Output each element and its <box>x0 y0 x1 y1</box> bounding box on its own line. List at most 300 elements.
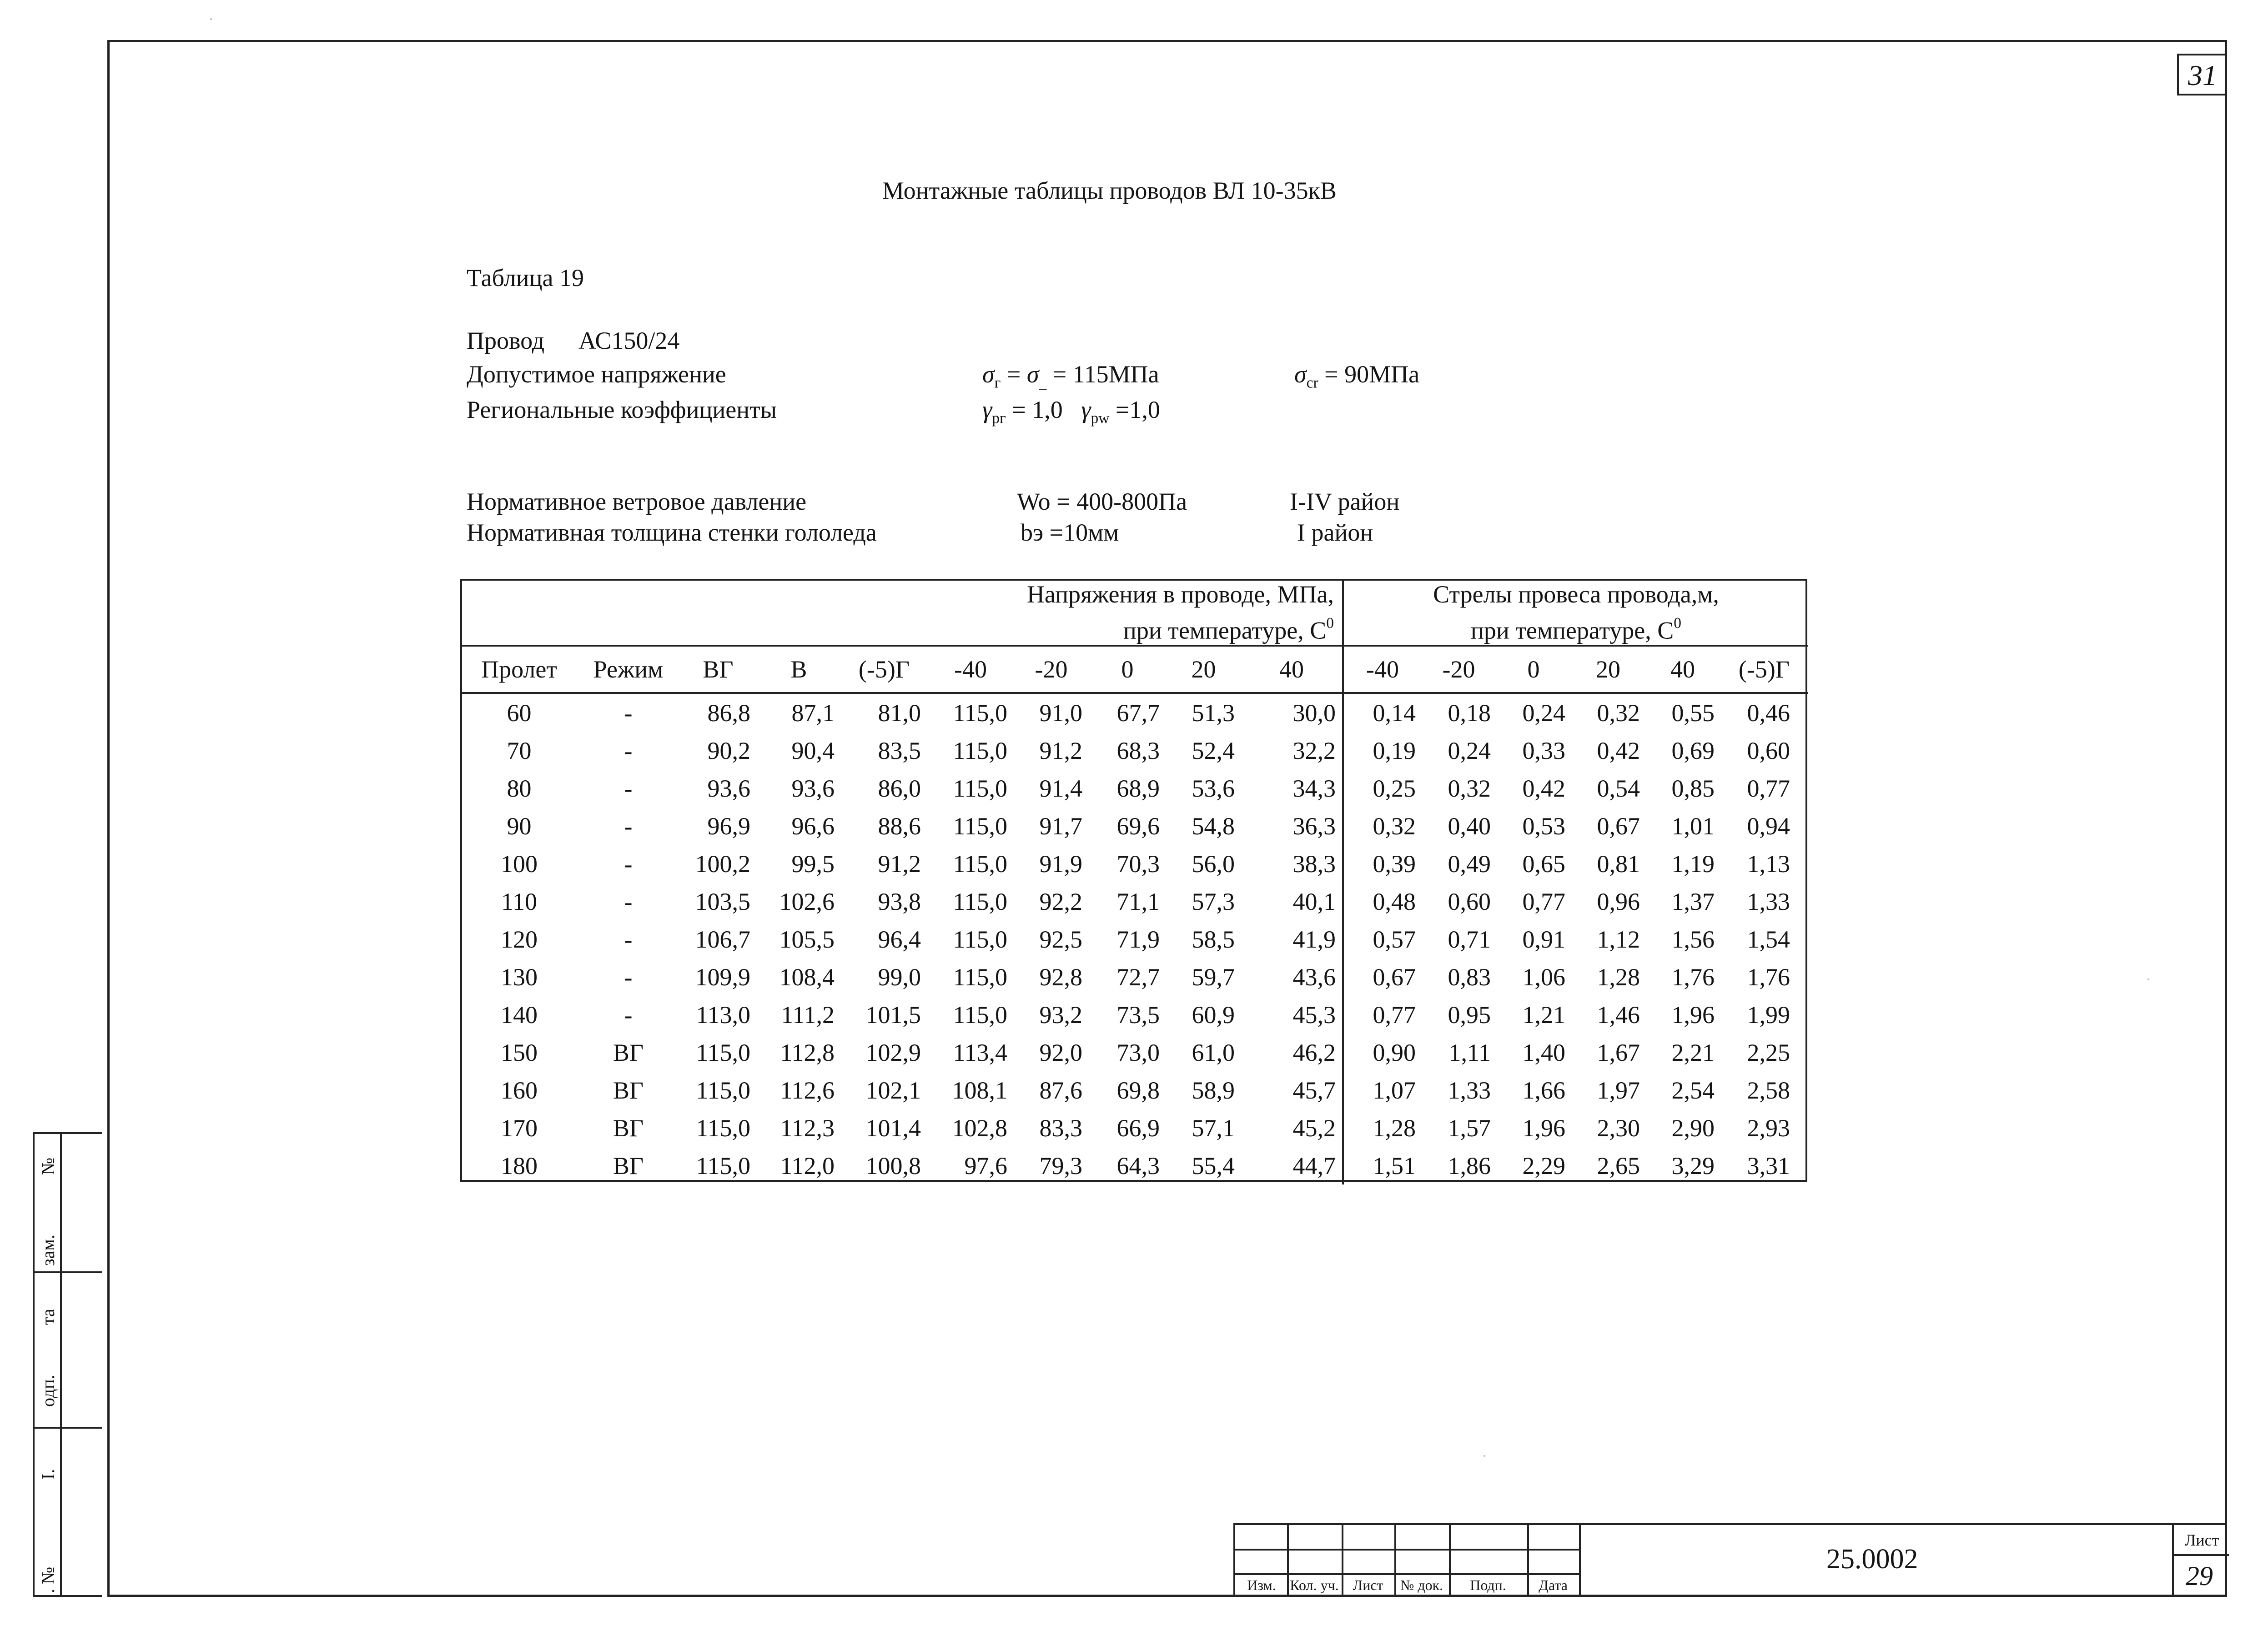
column-header: Режим <box>577 646 679 693</box>
value-cell: 38,3 <box>1241 845 1343 883</box>
value-cell: 59,7 <box>1192 963 1235 991</box>
value-cell: 91,9 <box>1039 850 1082 878</box>
value-cell: 0,48 <box>1373 888 1416 915</box>
value-cell: 105,5 <box>779 925 835 953</box>
value-cell: 112,3 <box>780 1114 835 1142</box>
table-row <box>461 1147 1808 1184</box>
value-cell: 1,01 <box>1671 812 1715 840</box>
value-cell: 0,40 <box>1448 812 1491 840</box>
table-body <box>461 693 1808 1184</box>
value-cell: 112,0 <box>780 1152 835 1179</box>
value-cell: 83,3 <box>1039 1114 1082 1142</box>
column-header: -40 <box>1343 646 1421 693</box>
column-header: -40 <box>927 646 1014 693</box>
value-cell: 115,0 <box>696 1114 750 1142</box>
value-cell: 1,46 <box>1597 1001 1640 1029</box>
value-cell: 0,69 <box>1671 737 1715 764</box>
value-cell: 1,86 <box>1448 1152 1491 1179</box>
value-cell: 93,2 <box>1039 1001 1082 1029</box>
column-header: 0 <box>1496 646 1571 693</box>
value-cell: 112,8 <box>780 1039 835 1066</box>
value-cell: 2,21 <box>1671 1039 1715 1066</box>
value-cell: 1,76 <box>1671 963 1715 991</box>
value-cell: 61,0 <box>1192 1039 1235 1066</box>
value-cell: 0,60 <box>1747 737 1790 764</box>
value-cell: 92,5 <box>1039 925 1082 953</box>
value-cell: 34,3 <box>1241 769 1343 807</box>
table-label: Таблица 19 <box>467 264 584 291</box>
value-cell: 0,18 <box>1448 699 1491 727</box>
degree-sup: 0 <box>1326 615 1334 632</box>
value-cell: 102,9 <box>865 1039 921 1066</box>
sigma-minus-sub: _ <box>1039 374 1047 391</box>
value-cell: 106,7 <box>695 925 750 953</box>
value-cell: 99,0 <box>878 963 921 991</box>
sheet-label: Лист <box>2185 1531 2219 1549</box>
value-cell: 111,2 <box>781 1001 835 1029</box>
span-cell: 110 <box>501 888 537 915</box>
mode-cell: - <box>624 737 633 764</box>
column-header-row <box>461 646 1808 693</box>
degree-sup-2: 0 <box>1674 615 1682 632</box>
tb-col-podp: Подп. <box>1470 1577 1506 1593</box>
scan-speck <box>1484 1455 1485 1457</box>
value-cell: 57,1 <box>1192 1114 1235 1142</box>
value-cell: 96,9 <box>707 812 750 840</box>
value-cell: 0,83 <box>1448 963 1491 991</box>
tb-col-izm: Изм. <box>1247 1577 1276 1593</box>
value-cell: 101,5 <box>865 1001 921 1029</box>
mode-cell: - <box>624 812 633 840</box>
value-cell: 103,5 <box>695 888 750 915</box>
value-cell: 115,0 <box>953 925 1007 953</box>
value-cell: 115,0 <box>953 737 1007 764</box>
value-cell: 40,1 <box>1241 883 1343 920</box>
value-cell: 56,0 <box>1192 850 1235 878</box>
table-row <box>461 1034 1808 1071</box>
span-cell: 70 <box>507 737 532 764</box>
stress-header-line1: Напряжения в проводе, МПа, <box>1026 581 1334 608</box>
value-cell: 2,29 <box>1522 1152 1565 1179</box>
value-cell: 79,3 <box>1039 1152 1082 1179</box>
table-row <box>461 996 1808 1034</box>
value-cell: 113,0 <box>696 1001 750 1029</box>
sag-group-header <box>1343 580 1808 646</box>
table-row <box>461 920 1808 958</box>
scan-speck <box>210 18 212 20</box>
mode-cell: - <box>624 699 633 727</box>
value-cell: 91,7 <box>1039 812 1082 840</box>
span-cell: 150 <box>501 1039 538 1066</box>
column-header: -20 <box>1421 646 1496 693</box>
mode-cell: - <box>624 774 633 802</box>
allowable-stress-value: = 115МПа <box>1052 361 1159 388</box>
value-cell: 90,4 <box>791 737 835 764</box>
column-header: -20 <box>1014 646 1089 693</box>
mode-cell: - <box>624 963 633 991</box>
value-cell: 69,8 <box>1116 1076 1160 1104</box>
value-cell: 0,71 <box>1448 925 1491 953</box>
value-cell: 0,19 <box>1373 737 1416 764</box>
span-cell: 130 <box>501 963 538 991</box>
value-cell: 2,93 <box>1747 1114 1790 1142</box>
value-cell: 0,65 <box>1522 850 1565 878</box>
value-cell: 73,5 <box>1116 1001 1160 1029</box>
value-cell: 0,42 <box>1522 774 1565 802</box>
value-cell: 93,6 <box>707 774 750 802</box>
value-cell: 0,91 <box>1522 925 1565 953</box>
value-cell: 67,7 <box>1116 699 1160 727</box>
value-cell: 0,90 <box>1373 1039 1416 1066</box>
value-cell: 36,3 <box>1241 807 1343 845</box>
side-stamp <box>33 1132 102 1597</box>
value-cell: 71,9 <box>1116 925 1160 953</box>
value-cell: 102,6 <box>779 888 835 915</box>
side-label-no: № <box>38 1157 58 1175</box>
document-title: Монтажные таблицы проводов ВЛ 10-35кВ <box>882 177 1337 204</box>
value-cell: 96,4 <box>878 925 921 953</box>
mode-cell: - <box>624 850 633 878</box>
value-cell: 1,96 <box>1671 1001 1715 1029</box>
value-cell: 53,6 <box>1192 774 1235 802</box>
value-cell: 0,24 <box>1522 699 1565 727</box>
side-stamp-line <box>35 1271 102 1273</box>
value-cell: 92,2 <box>1039 888 1082 915</box>
column-header: В <box>757 646 841 693</box>
allowable-stress-formula: $\sigma_г = \sigma_{\_} = 115МПа$ <box>982 361 1159 391</box>
column-header: ВГ <box>679 646 757 693</box>
value-cell: 66,9 <box>1116 1114 1160 1142</box>
value-cell: 0,14 <box>1373 699 1416 727</box>
side-stamp-line <box>35 1427 102 1429</box>
span-cell: 140 <box>501 1001 538 1029</box>
wire-value: АС150/24 <box>578 327 680 354</box>
gamma-pw-value: =1,0 <box>1115 396 1160 423</box>
value-cell: 88,6 <box>878 812 921 840</box>
value-cell: 1,99 <box>1747 1001 1790 1029</box>
tb-row-line <box>2172 1554 2229 1556</box>
value-cell: 72,7 <box>1116 963 1160 991</box>
value-cell: 2,58 <box>1747 1076 1790 1104</box>
side-label-i: I. <box>38 1469 58 1480</box>
sheet-number: 29 <box>2186 1561 2213 1591</box>
value-cell: 91,2 <box>878 850 921 878</box>
value-cell: 0,57 <box>1373 925 1416 953</box>
value-cell: 115,0 <box>953 1001 1007 1029</box>
value-cell: 112,6 <box>780 1076 835 1104</box>
stress-group-header <box>461 580 1343 646</box>
table-row <box>461 845 1808 883</box>
tb-col-ndok: № док. <box>1400 1577 1443 1593</box>
value-cell: 2,54 <box>1671 1076 1715 1104</box>
value-cell: 100,2 <box>695 850 750 878</box>
value-cell: 83,5 <box>878 737 921 764</box>
span-cell: 120 <box>501 925 538 953</box>
document-code: 25.0002 <box>1826 1544 1918 1575</box>
value-cell: 1,97 <box>1597 1076 1640 1104</box>
value-cell: 3,29 <box>1671 1152 1715 1179</box>
value-cell: 45,3 <box>1241 996 1343 1034</box>
side-label-inv: . № <box>38 1566 58 1593</box>
value-cell: 1,96 <box>1522 1114 1565 1142</box>
sigma-cr-symbol: σ <box>1294 361 1307 388</box>
value-cell: 0,77 <box>1747 774 1790 802</box>
value-cell: 0,49 <box>1448 850 1491 878</box>
value-cell: 1,33 <box>1448 1076 1491 1104</box>
value-cell: 1,76 <box>1747 963 1790 991</box>
value-cell: 0,39 <box>1373 850 1416 878</box>
value-cell: 1,40 <box>1522 1039 1565 1066</box>
value-cell: 91,2 <box>1039 737 1082 764</box>
span-cell: 80 <box>507 774 532 802</box>
span-cell: 100 <box>501 850 538 878</box>
value-cell: 115,0 <box>696 1152 750 1179</box>
value-cell: 86,0 <box>878 774 921 802</box>
ice-value: bэ =10мм <box>1021 519 1119 546</box>
table-row <box>461 883 1808 920</box>
value-cell: 68,9 <box>1116 774 1160 802</box>
value-cell: 1,66 <box>1522 1076 1565 1104</box>
value-cell: 73,0 <box>1116 1039 1160 1066</box>
table-row <box>461 807 1808 845</box>
value-cell: 1,07 <box>1373 1076 1416 1104</box>
mode-cell: - <box>624 1001 633 1029</box>
value-cell: 97,6 <box>964 1152 1007 1179</box>
value-cell: 54,8 <box>1192 812 1235 840</box>
wire-sag-table <box>461 580 1808 1184</box>
value-cell: 115,0 <box>953 850 1007 878</box>
stress-header-line2-wrap <box>461 609 1334 645</box>
value-cell: 99,5 <box>791 850 835 878</box>
value-cell: 87,6 <box>1039 1076 1082 1104</box>
wire-label: Провод <box>467 327 545 354</box>
value-cell: 68,3 <box>1116 737 1160 764</box>
value-cell: 43,6 <box>1241 958 1343 996</box>
value-cell: 2,65 <box>1597 1152 1640 1179</box>
page-number: 31 <box>2177 54 2226 95</box>
value-cell: 46,2 <box>1241 1034 1343 1071</box>
value-cell: 1,28 <box>1373 1114 1416 1142</box>
value-cell: 1,12 <box>1597 925 1640 953</box>
value-cell: 70,3 <box>1116 850 1160 878</box>
value-cell: 115,0 <box>953 963 1007 991</box>
sigma-g-sub: г <box>994 374 1001 391</box>
value-cell: 0,24 <box>1448 737 1491 764</box>
gamma-symbol-2: γ <box>1081 396 1091 423</box>
value-cell: 51,3 <box>1192 699 1235 727</box>
gamma-pg-value: = 1,0 <box>1012 396 1063 423</box>
value-cell: 0,32 <box>1597 699 1640 727</box>
value-cell: 115,0 <box>953 699 1007 727</box>
table-row <box>461 1109 1808 1147</box>
ice-label: Нормативная толщина стенки гололеда <box>467 519 877 546</box>
mode-cell: - <box>624 888 633 915</box>
regional-coeff-label: Региональные коэффициенты <box>467 396 777 423</box>
value-cell: 86,8 <box>707 699 750 727</box>
ice-district: I район <box>1297 519 1373 546</box>
value-cell: 96,6 <box>791 812 835 840</box>
value-cell: 3,31 <box>1747 1152 1790 1179</box>
value-cell: 64,3 <box>1116 1152 1160 1179</box>
mode-cell: ВГ <box>613 1114 644 1142</box>
wind-value: Wo = 400-800Па <box>1017 488 1187 515</box>
value-cell: 92,8 <box>1039 963 1082 991</box>
value-cell: 71,1 <box>1116 888 1160 915</box>
side-stamp-divider <box>60 1134 62 1595</box>
mode-cell: ВГ <box>613 1152 644 1179</box>
tb-col-kol: Кол. уч. <box>1290 1577 1339 1593</box>
value-cell: 60,9 <box>1192 1001 1235 1029</box>
value-cell: 0,94 <box>1747 812 1790 840</box>
value-cell: 115,0 <box>696 1039 750 1066</box>
value-cell: 1,67 <box>1597 1039 1640 1066</box>
wind-district: I-IV район <box>1290 488 1400 515</box>
value-cell: 87,1 <box>791 699 835 727</box>
value-cell: 0,67 <box>1597 812 1640 840</box>
value-cell: 109,9 <box>695 963 750 991</box>
sigma-cr-sub: cr <box>1306 374 1318 391</box>
value-cell: 0,96 <box>1597 888 1640 915</box>
column-header: 40 <box>1645 646 1720 693</box>
sag-header-line2: при температуре, С <box>1470 617 1674 644</box>
allowable-stress-label: Допустимое напряжение <box>467 361 726 388</box>
table-row <box>461 732 1808 769</box>
value-cell: 0,81 <box>1597 850 1640 878</box>
value-cell: 0,77 <box>1522 888 1565 915</box>
value-cell: 55,4 <box>1192 1152 1235 1179</box>
value-cell: 1,06 <box>1522 963 1565 991</box>
tb-col-data: Дата <box>1539 1577 1568 1593</box>
value-cell: 57,3 <box>1192 888 1235 915</box>
value-cell: 0,55 <box>1671 699 1715 727</box>
column-header: 40 <box>1241 646 1343 693</box>
value-cell: 1,57 <box>1448 1114 1491 1142</box>
value-cell: 108,1 <box>952 1076 1007 1104</box>
wind-label: Нормативное ветровое давление <box>467 488 807 515</box>
span-cell: 90 <box>507 812 532 840</box>
value-cell: 102,1 <box>865 1076 921 1104</box>
value-cell: 0,95 <box>1448 1001 1491 1029</box>
value-cell: 0,54 <box>1597 774 1640 802</box>
value-cell: 1,13 <box>1747 850 1790 878</box>
value-cell: 115,0 <box>953 812 1007 840</box>
span-cell: 180 <box>501 1152 538 1179</box>
gamma-pg-sub: pг <box>992 410 1006 427</box>
value-cell: 1,56 <box>1671 925 1715 953</box>
side-label-podp: одп. <box>38 1375 58 1407</box>
value-cell: 0,42 <box>1597 737 1640 764</box>
value-cell: 58,9 <box>1192 1076 1235 1104</box>
value-cell: 1,11 <box>1448 1039 1491 1066</box>
value-cell: 93,6 <box>791 774 835 802</box>
stress-header-line2: при температуре, С <box>1123 617 1327 644</box>
value-cell: 45,7 <box>1241 1071 1343 1109</box>
value-cell: 115,0 <box>953 774 1007 802</box>
value-cell: 32,2 <box>1241 732 1343 769</box>
span-cell: 170 <box>501 1114 538 1142</box>
value-cell: 0,32 <box>1448 774 1491 802</box>
value-cell: 44,7 <box>1241 1147 1343 1184</box>
value-cell: 1,51 <box>1373 1152 1416 1179</box>
scan-speck <box>2147 979 2149 980</box>
title-block <box>1233 1523 2227 1597</box>
value-cell: 1,54 <box>1747 925 1790 953</box>
value-cell: 0,32 <box>1373 812 1416 840</box>
value-cell: 92,0 <box>1039 1039 1082 1066</box>
table-row <box>461 693 1808 732</box>
regional-coeff-formula <box>982 396 1160 427</box>
value-cell: 52,4 <box>1192 737 1235 764</box>
value-cell: 1,37 <box>1671 888 1715 915</box>
gamma-symbol: γ <box>982 396 992 423</box>
value-cell: 0,67 <box>1373 963 1416 991</box>
value-cell: 100,8 <box>865 1152 921 1179</box>
mode-cell: ВГ <box>613 1076 644 1104</box>
column-header: 20 <box>1571 646 1645 693</box>
value-cell: 108,4 <box>779 963 835 991</box>
value-cell: 0,60 <box>1448 888 1491 915</box>
gamma-pw-sub: pw <box>1091 410 1110 427</box>
value-cell: 1,19 <box>1671 850 1715 878</box>
value-cell: 2,90 <box>1671 1114 1715 1142</box>
value-cell: 81,0 <box>878 699 921 727</box>
value-cell: 0,33 <box>1522 737 1565 764</box>
value-cell: 45,2 <box>1241 1109 1343 1147</box>
table-row <box>461 958 1808 996</box>
span-cell: 60 <box>507 699 532 727</box>
mode-cell: ВГ <box>613 1039 644 1066</box>
value-cell: 0,85 <box>1671 774 1715 802</box>
value-cell: 2,25 <box>1747 1039 1790 1066</box>
value-cell: 58,5 <box>1192 925 1235 953</box>
value-cell: 91,4 <box>1039 774 1082 802</box>
table-row <box>461 769 1808 807</box>
table-row <box>461 1071 1808 1109</box>
value-cell: 93,8 <box>878 888 921 915</box>
value-cell: 91,0 <box>1039 699 1082 727</box>
sigma-cr-value: = 90МПа <box>1324 361 1420 388</box>
side-label-zam: зам. <box>38 1235 58 1266</box>
value-cell: 0,25 <box>1373 774 1416 802</box>
value-cell: 30,0 <box>1241 693 1343 732</box>
tb-col-list: Лист <box>1353 1577 1383 1593</box>
value-cell: 1,21 <box>1522 1001 1565 1029</box>
column-header: 20 <box>1166 646 1241 693</box>
column-header: 0 <box>1089 646 1166 693</box>
value-cell: 69,6 <box>1116 812 1160 840</box>
tb-col-line <box>1579 1525 1581 1597</box>
sigma-cr-formula <box>1294 360 1419 392</box>
value-cell: 115,0 <box>953 888 1007 915</box>
value-cell: 0,46 <box>1747 699 1790 727</box>
value-cell: 1,28 <box>1597 963 1640 991</box>
span-cell: 160 <box>501 1076 538 1104</box>
column-header: (-5)Г <box>841 646 927 693</box>
sag-header-line2-wrap <box>1344 609 1808 645</box>
value-cell: 90,2 <box>707 737 750 764</box>
group-header-row <box>461 580 1808 646</box>
value-cell: 101,4 <box>865 1114 921 1142</box>
sigma-symbol: σ <box>982 361 995 388</box>
tb-col-line <box>2172 1525 2174 1597</box>
column-header: (-5)Г <box>1720 646 1808 693</box>
value-cell: 2,30 <box>1597 1114 1640 1142</box>
value-cell: 102,8 <box>952 1114 1007 1142</box>
value-cell: 115,0 <box>696 1076 750 1104</box>
value-cell: 0,77 <box>1373 1001 1416 1029</box>
value-cell: 1,33 <box>1747 888 1790 915</box>
side-label-ta: та <box>38 1309 58 1325</box>
